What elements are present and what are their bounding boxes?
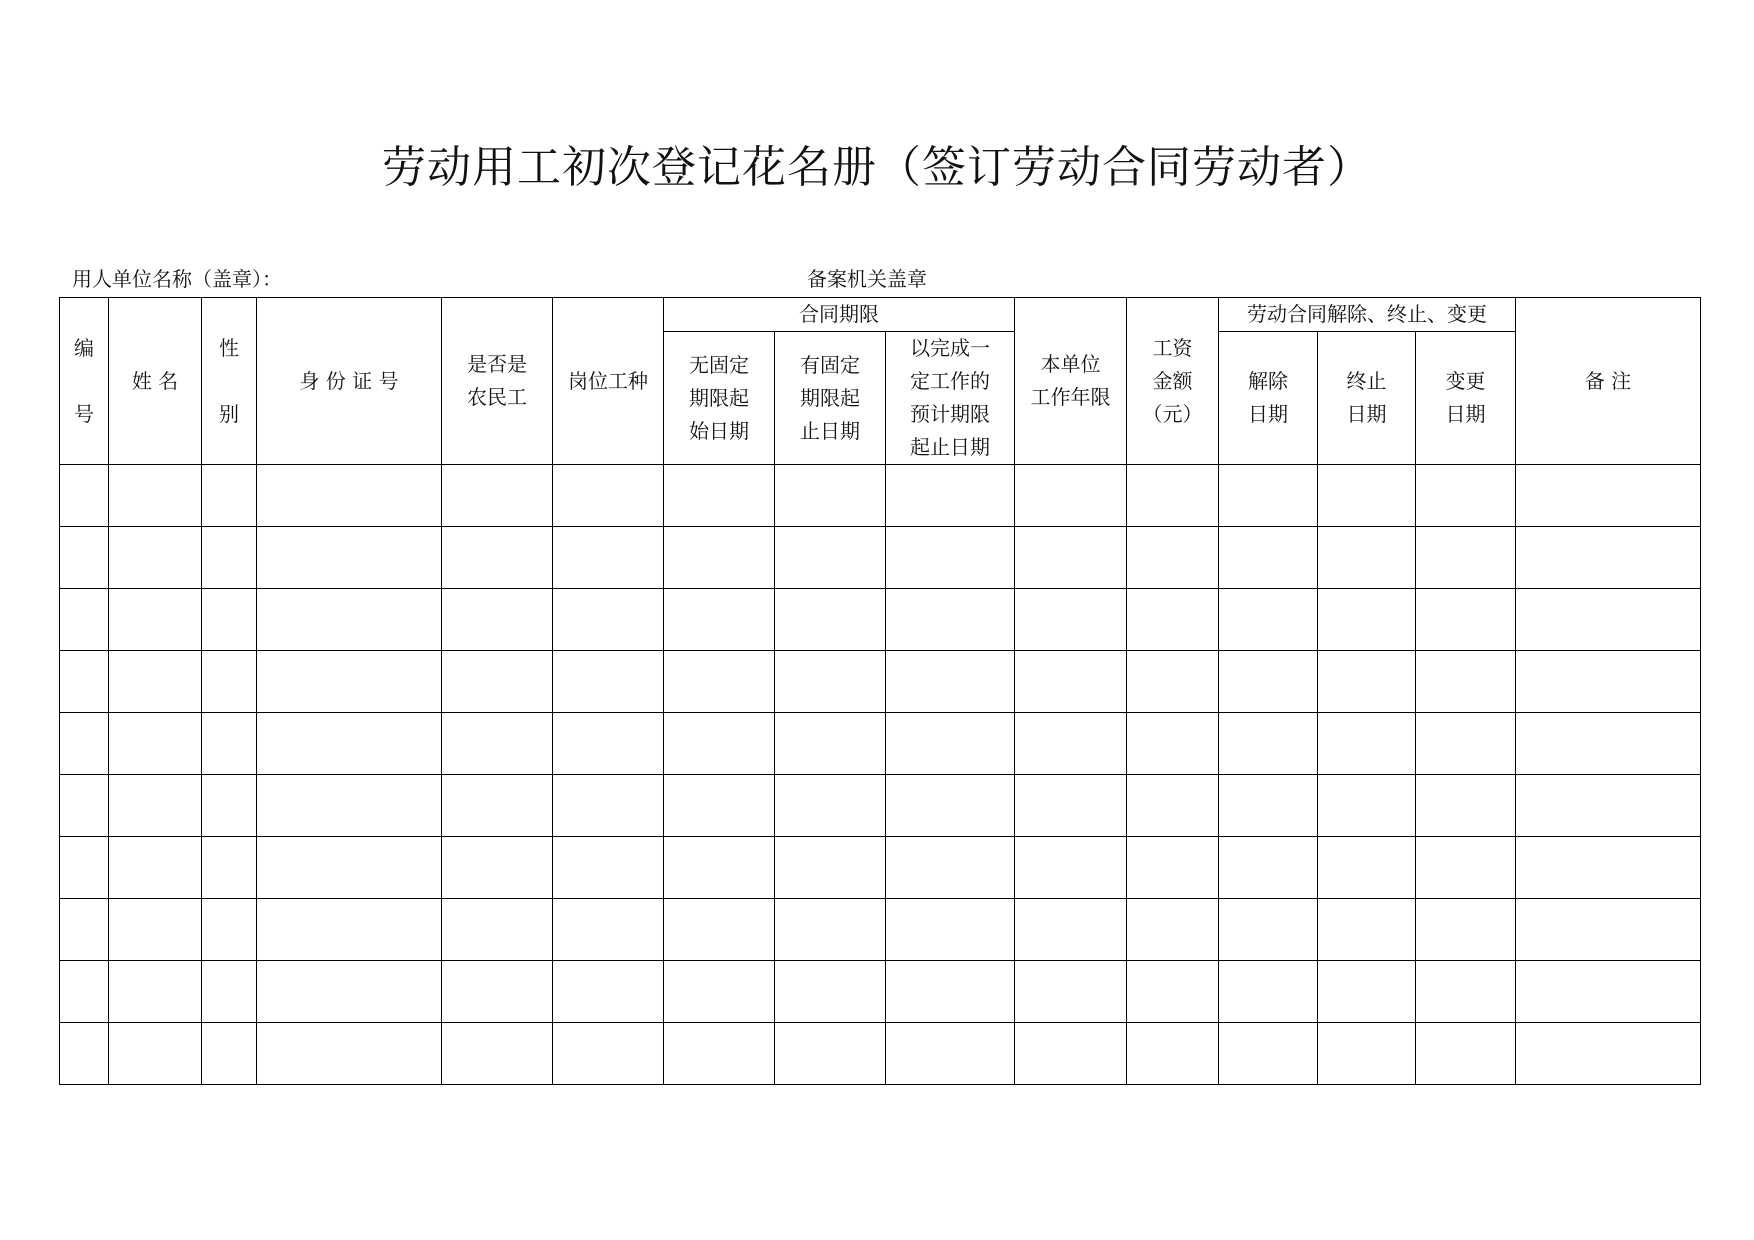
table-cell[interactable] [1416,1023,1516,1085]
header-no [60,298,109,465]
employer-name-label: 用人单位名称（盖章）： [72,267,282,291]
table-cell[interactable] [664,465,775,527]
table-cell[interactable] [202,589,257,651]
header-row-1 [60,298,1701,332]
table-cell[interactable] [1318,775,1416,837]
table-cell[interactable] [1127,713,1219,775]
table-cell[interactable] [664,775,775,837]
table-cell[interactable] [1219,527,1318,589]
header-open-ended: 无固定 期限起 始日期 [664,332,775,465]
table-cell[interactable] [775,465,886,527]
table-row [60,713,1701,775]
table-cell[interactable] [1015,527,1127,589]
table-cell[interactable] [1127,651,1219,713]
table-cell[interactable] [1015,1023,1127,1085]
table-cell[interactable] [553,465,664,527]
table-cell[interactable] [1416,713,1516,775]
table-cell[interactable] [1416,589,1516,651]
table-cell[interactable] [109,961,202,1023]
table-cell[interactable] [886,589,1015,651]
table-cell[interactable] [1318,713,1416,775]
table-cell[interactable] [1219,713,1318,775]
table-cell[interactable] [257,527,442,589]
table-row [60,899,1701,961]
table-row [60,775,1701,837]
table-cell[interactable] [886,713,1015,775]
table-cell[interactable] [1015,713,1127,775]
table-cell[interactable] [60,899,109,961]
table-cell[interactable] [1516,465,1701,527]
table-cell[interactable] [664,1023,775,1085]
table-cell[interactable] [442,589,553,651]
table-cell[interactable] [886,775,1015,837]
table-cell[interactable] [1127,465,1219,527]
table-cell[interactable] [886,837,1015,899]
table-row [60,1023,1701,1085]
table-cell[interactable] [442,651,553,713]
table-cell[interactable] [775,775,886,837]
table-cell[interactable] [1318,465,1416,527]
table-cell[interactable] [664,837,775,899]
table-cell[interactable] [664,589,775,651]
table-cell[interactable] [553,837,664,899]
table-cell[interactable] [202,713,257,775]
table-cell[interactable] [1318,589,1416,651]
table-cell[interactable] [553,527,664,589]
table-cell[interactable] [1127,961,1219,1023]
table-cell[interactable] [60,961,109,1023]
table-cell[interactable] [257,589,442,651]
header-id-number: 身 份 证 号 [257,298,442,465]
table-row [60,837,1701,899]
table-cell[interactable] [1219,589,1318,651]
table-cell[interactable] [886,465,1015,527]
table-cell[interactable] [1318,961,1416,1023]
table-cell[interactable] [1318,1023,1416,1085]
table-cell[interactable] [1015,837,1127,899]
table-cell[interactable] [202,465,257,527]
table-cell[interactable] [109,775,202,837]
table-cell[interactable] [1516,527,1701,589]
table-cell[interactable] [442,775,553,837]
table-cell[interactable] [60,527,109,589]
table-cell[interactable] [553,961,664,1023]
table-cell[interactable] [1416,899,1516,961]
table-cell[interactable] [775,527,886,589]
table-cell[interactable] [1318,837,1416,899]
table-cell[interactable] [1127,775,1219,837]
table-cell[interactable] [553,589,664,651]
table-cell[interactable] [775,713,886,775]
table-cell[interactable] [1219,651,1318,713]
table-cell[interactable] [257,713,442,775]
table-cell[interactable] [1516,651,1701,713]
header-contract-term: 合同期限 [664,298,1015,332]
header-terminate-date: 终止 日期 [1318,332,1416,465]
table-cell[interactable] [1127,589,1219,651]
table-cell[interactable] [1416,837,1516,899]
table-cell[interactable] [775,961,886,1023]
table-cell[interactable] [1318,527,1416,589]
table-cell[interactable] [1318,899,1416,961]
header-task-based: 以完成一 定工作的 预计期限 起止日期 [886,332,1015,465]
table-cell[interactable] [202,961,257,1023]
table-cell[interactable] [1416,651,1516,713]
page-title: 劳动用工初次登记花名册（签订劳动合同劳动者） [382,142,1372,193]
table-cell[interactable] [1516,961,1701,1023]
table-cell[interactable] [1219,899,1318,961]
table-cell[interactable] [553,899,664,961]
roster-body [60,465,1701,1085]
table-cell[interactable] [1318,651,1416,713]
table-cell[interactable] [1015,589,1127,651]
table-cell[interactable] [775,837,886,899]
table-cell[interactable] [442,837,553,899]
table-row [60,961,1701,1023]
table-cell[interactable] [1127,1023,1219,1085]
table-cell[interactable] [664,899,775,961]
table-cell[interactable] [1015,465,1127,527]
header-rescind-date: 解除 日期 [1219,332,1318,465]
table-cell[interactable] [1015,775,1127,837]
table-cell[interactable] [886,1023,1015,1085]
table-cell[interactable] [60,713,109,775]
filing-seal-label: 备案机关盖章 [807,267,927,291]
table-cell[interactable] [202,651,257,713]
header-gender [202,298,257,465]
roster-table [59,297,1701,1085]
header-gender-line-2: 别 [219,401,239,426]
table-cell[interactable] [1015,651,1127,713]
header-remarks: 备 注 [1516,298,1701,465]
table-cell[interactable] [60,465,109,527]
table-cell[interactable] [442,1023,553,1085]
header-no-line-2: 号 [74,401,94,426]
table-cell[interactable] [1219,465,1318,527]
table-cell[interactable] [202,527,257,589]
table-cell[interactable] [442,527,553,589]
table-cell[interactable] [442,465,553,527]
table-cell[interactable] [202,899,257,961]
table-cell[interactable] [1516,589,1701,651]
table-cell[interactable] [886,961,1015,1023]
table-cell[interactable] [1015,899,1127,961]
table-cell[interactable] [1516,837,1701,899]
header-gender-line-1: 性 [219,335,239,360]
table-cell[interactable] [109,837,202,899]
table-cell[interactable] [775,899,886,961]
table-cell[interactable] [886,527,1015,589]
table-cell[interactable] [1516,775,1701,837]
table-cell[interactable] [257,899,442,961]
table-cell[interactable] [1416,465,1516,527]
table-cell[interactable] [1416,527,1516,589]
table-cell[interactable] [60,589,109,651]
table-cell[interactable] [553,651,664,713]
table-cell[interactable] [886,899,1015,961]
table-cell[interactable] [60,775,109,837]
table-cell[interactable] [553,775,664,837]
table-cell[interactable] [553,1023,664,1085]
table-cell[interactable] [664,651,775,713]
header-fixed-term: 有固定 期限起 止日期 [775,332,886,465]
table-row [60,527,1701,589]
table-cell[interactable] [1219,775,1318,837]
table-cell[interactable] [257,651,442,713]
table-cell[interactable] [775,1023,886,1085]
table-cell[interactable] [257,1023,442,1085]
table-cell[interactable] [202,837,257,899]
table-cell[interactable] [109,465,202,527]
table-cell[interactable] [257,961,442,1023]
header-change-date: 变更 日期 [1416,332,1516,465]
table-cell[interactable] [442,899,553,961]
table-cell[interactable] [257,775,442,837]
table-cell[interactable] [257,465,442,527]
table-cell[interactable] [109,651,202,713]
table-cell[interactable] [109,1023,202,1085]
table-cell[interactable] [664,713,775,775]
header-migrant-worker: 是否是 农民工 [442,298,553,465]
table-cell[interactable] [442,961,553,1023]
table-row [60,589,1701,651]
header-contract-changes: 劳动合同解除、终止、变更 [1219,298,1516,332]
table-cell[interactable] [1219,837,1318,899]
table-cell[interactable] [1219,961,1318,1023]
table-cell[interactable] [775,651,886,713]
table-cell[interactable] [1127,837,1219,899]
header-wage: 工资 金额 （元） [1127,298,1219,465]
table-cell[interactable] [109,527,202,589]
table-cell[interactable] [1127,527,1219,589]
table-cell[interactable] [60,1023,109,1085]
table-cell[interactable] [886,651,1015,713]
table-cell[interactable] [1516,1023,1701,1085]
header-post: 岗位工种 [553,298,664,465]
table-cell[interactable] [60,837,109,899]
table-cell[interactable] [1219,1023,1318,1085]
header-name: 姓 名 [109,298,202,465]
table-cell[interactable] [109,713,202,775]
table-cell[interactable] [109,589,202,651]
table-cell[interactable] [553,713,664,775]
table-cell[interactable] [1516,899,1701,961]
table-cell[interactable] [60,651,109,713]
table-cell[interactable] [257,837,442,899]
table-cell[interactable] [1516,713,1701,775]
table-row [60,651,1701,713]
table-cell[interactable] [442,713,553,775]
table-cell[interactable] [1015,961,1127,1023]
table-cell[interactable] [775,589,886,651]
table-cell[interactable] [1127,899,1219,961]
table-row [60,465,1701,527]
table-cell[interactable] [664,527,775,589]
table-cell[interactable] [1416,775,1516,837]
table-cell[interactable] [202,1023,257,1085]
header-years-of-service: 本单位 工作年限 [1015,298,1127,465]
header-no-line-1: 编 [74,335,94,360]
table-cell[interactable] [664,961,775,1023]
table-cell[interactable] [1416,961,1516,1023]
table-cell[interactable] [109,899,202,961]
table-cell[interactable] [202,775,257,837]
